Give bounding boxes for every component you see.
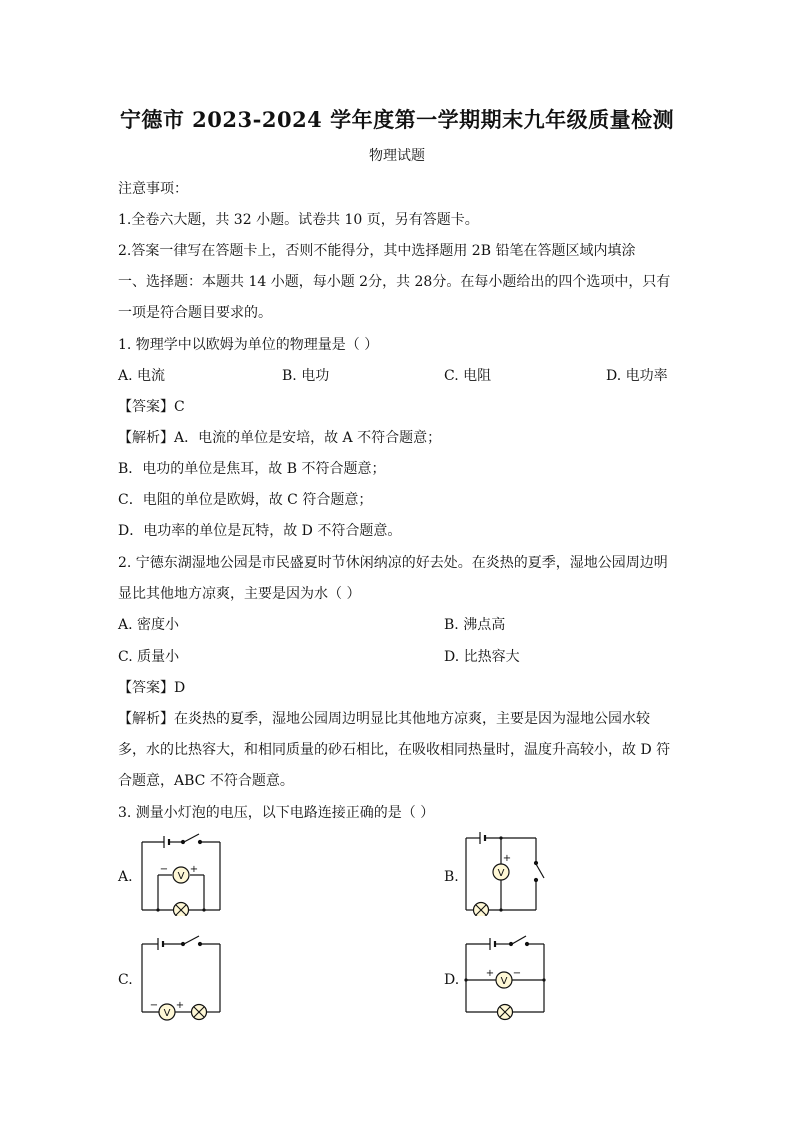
svg-text:V: V <box>177 871 185 882</box>
q2-option-a[interactable]: A. 密度小 <box>118 617 180 633</box>
q1-option-a[interactable]: A. 电流 <box>118 368 166 384</box>
q3-option-b-label[interactable]: B. <box>444 869 459 885</box>
svg-text:−: − <box>512 968 522 979</box>
q1-analysis: B．电功的单位是焦耳，故 B 不符合题意； <box>118 461 386 477</box>
q2-option-d[interactable]: D. 比热容大 <box>444 649 520 665</box>
q1-answer: 【答案】C <box>118 399 185 415</box>
q3-option-a-label[interactable]: A. <box>118 869 133 885</box>
q2-answer: 【答案】D <box>118 680 186 696</box>
note-item: 2.答案一律写在答题卡上，否则不能得分，其中选择题用 2B 铅笔在答题区域内填涂 <box>118 243 636 259</box>
q1-stem: 1. 物理学中以欧姆为单位的物理量是（ ） <box>118 337 379 353</box>
svg-text:+: + <box>485 968 495 979</box>
notes-heading: 注意事项： <box>118 181 188 197</box>
q1-option-d[interactable]: D. 电功率 <box>606 368 668 384</box>
voltmeter-icon <box>150 1000 184 1020</box>
voltmeter-icon <box>493 853 511 880</box>
q1-analysis: C．电阻的单位是欧姆，故 C 符合题意； <box>118 492 373 508</box>
q2-analysis: 【解析】在炎热的夏季，湿地公园周边明显比其他地方凉爽，主要是因为湿地公园水较 <box>118 711 650 727</box>
q3-stem: 3. 测量小灯泡的电压，以下电路连接正确的是（ ） <box>118 805 435 821</box>
page-subtitle: 物理试题 <box>369 148 425 164</box>
bulb-icon <box>174 903 189 917</box>
bulb-icon <box>474 903 489 917</box>
svg-text:V: V <box>500 976 508 987</box>
svg-text:−: − <box>159 864 169 875</box>
q3-option-c-label[interactable]: C. <box>118 972 133 988</box>
q3-circuit-c[interactable] <box>136 930 228 1022</box>
bulb-icon <box>498 1005 513 1020</box>
q1-analysis: D．电功率的单位是瓦特，故 D 不符合题意。 <box>118 523 402 539</box>
q2-stem-cont: 显比其他地方凉爽，主要是因为水（ ） <box>118 586 361 602</box>
q1-analysis: 【解析】A．电流的单位是安培，故 A 不符合题意； <box>118 430 442 446</box>
svg-text:−: − <box>149 1000 159 1011</box>
q3-circuit-a[interactable] <box>136 828 228 916</box>
note-item: 1.全卷六大题，共 32 小题。试卷共 10 页，另有答题卡。 <box>118 212 479 228</box>
q3-circuit-d[interactable] <box>460 930 552 1022</box>
bulb-icon <box>192 1005 207 1020</box>
voltmeter-icon <box>486 968 521 988</box>
q2-analysis: 多，水的比热容大，和相同质量的砂石相比，在吸收相同热量时，温度升高较小，故 D 符 <box>118 742 671 758</box>
voltmeter-icon <box>160 864 198 883</box>
q1-option-c[interactable]: C. 电阻 <box>444 368 492 384</box>
svg-text:+: + <box>189 864 199 875</box>
q2-option-b[interactable]: B. 沸点高 <box>444 617 506 633</box>
svg-text:V: V <box>497 868 505 879</box>
svg-text:+: + <box>175 1000 185 1011</box>
q1-option-b[interactable]: B. 电功 <box>282 368 330 384</box>
section-heading: 一、选择题：本题共 14 小题，每小题 2分，共 28分。在每小题给出的四个选项中，只有 <box>118 274 671 290</box>
q3-option-d-label[interactable]: D. <box>444 972 460 988</box>
svg-text:+: + <box>502 853 512 864</box>
page-title: 宁德市 2023-2024 学年度第一学期期末九年级质量检测 <box>119 107 675 132</box>
q2-stem: 2. 宁德东湖湿地公园是市民盛夏时节休闲纳凉的好去处。在炎热的夏季，湿地公园周边明 <box>118 555 668 571</box>
q3-circuit-b[interactable] <box>460 828 552 916</box>
section-heading-cont: 一项是符合题目要求的。 <box>118 305 272 321</box>
q2-option-c[interactable]: C. 质量小 <box>118 649 180 665</box>
q2-analysis: 合题意，ABC 不符合题意。 <box>118 773 294 789</box>
svg-text:V: V <box>163 1008 171 1019</box>
